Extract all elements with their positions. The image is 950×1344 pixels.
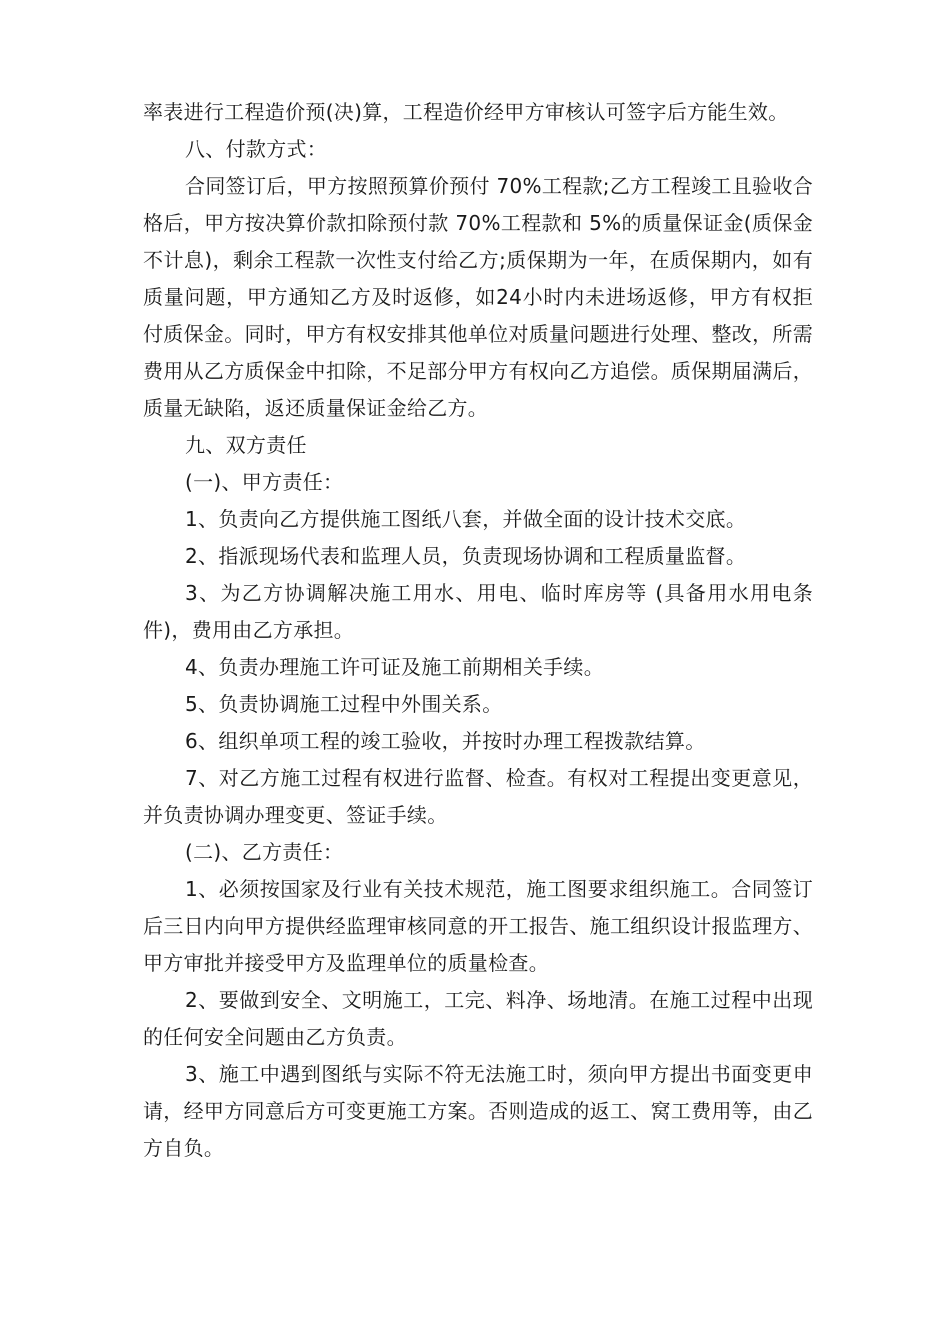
list-item-party-b-2: 2、要做到安全、文明施工，工完、料净、场地清。在施工过程中出现的任何安全问题由乙方负责。 [143, 988, 813, 1049]
list-item-party-a-7: 7、对乙方施工过程有权进行监督、检查。有权对工程提出变更意见，并负责协调办理变更、签证手续。 [143, 766, 813, 827]
subheading-party-b-responsibilities: (二)、乙方责任： [185, 840, 344, 864]
list-item-party-a-1: 1、负责向乙方提供施工图纸八套，并做全面的设计技术交底。 [185, 507, 747, 531]
list-item-party-a-4: 4、负责办理施工许可证及施工前期相关手续。 [185, 655, 605, 679]
heading-mutual-responsibilities: 九、双方责任 [185, 433, 307, 457]
list-item-party-b-3: 3、施工中遇到图纸与实际不符无法施工时，须向甲方提出书面变更申请，经甲方同意后方可变更施工方案。否则造成的返工、窝工费用等，由乙方自负。 [143, 1062, 813, 1160]
list-item-party-a-6: 6、组织单项工程的竣工验收，并按时办理工程拨款结算。 [185, 729, 706, 753]
list-item-party-a-5: 5、负责协调施工过程中外围关系。 [185, 692, 503, 716]
list-item-party-b-1: 1、必须按国家及行业有关技术规范，施工图要求组织施工。合同签订后三日内向甲方提供经监理审核同意的开工报告、施工组织设计报监理方、甲方审批并接受甲方及监理单位的质量检查。 [143, 877, 813, 975]
list-item-party-a-3: 3、为乙方协调解决施工用水、用电、临时库房等 (具备用水用电条件)，费用由乙方承担。 [143, 581, 813, 642]
paragraph-pricing-continuation: 率表进行工程造价预(决)算，工程造价经甲方审核认可签字后方能生效。 [143, 100, 789, 124]
list-item-party-a-2: 2、指派现场代表和监理人员，负责现场协调和工程质量监督。 [185, 544, 747, 568]
subheading-party-a-responsibilities: (一)、甲方责任： [185, 470, 344, 494]
paragraph-payment-terms: 合同签订后，甲方按照预算价预付 70%工程款;乙方工程竣工且验收合格后，甲方按决算价款扣除预付款 70%工程款和 5%的质量保证金(质保金不计息)，剩余工程款一次性支付给乙方;质保期为一年，在质保期内，如有质量问题，甲方通知乙方及时返修，如24小时内未进场返修，甲方有权拒付质保金。同时，甲方有权安排其他单位对质量问题进行处理、整改，所需费用从乙方质保金中扣除，不足部分甲方有权向乙方追偿。质保期届满后，质量无缺陷，返还质量保证金给乙方。 [143, 174, 813, 420]
heading-payment-method: 八、付款方式： [185, 137, 328, 161]
document-body [143, 94, 813, 1167]
